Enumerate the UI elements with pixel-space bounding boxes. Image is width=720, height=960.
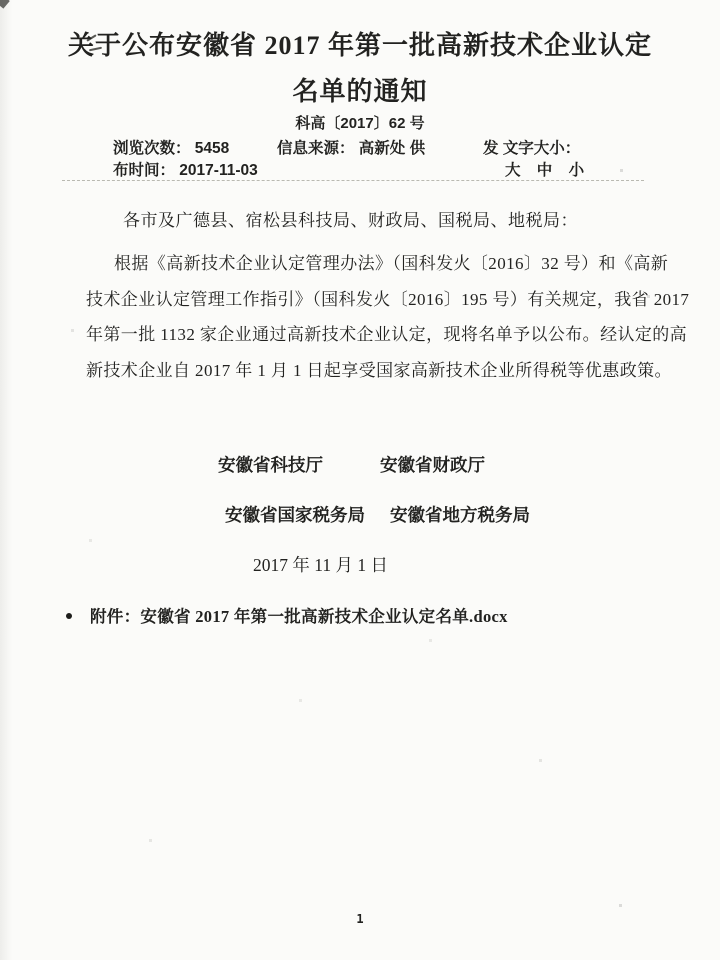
salutation-line: 各市及广德县、宿松县科技局、财政局、国税局、地税局：: [123, 211, 578, 230]
page-number: 1: [356, 912, 364, 926]
document-number: 科高〔2017〕62 号: [295, 115, 425, 132]
paragraph-line: 年第一批 1132 家企业通过高新技术企业认定，现将名单予以公布。经认定的高: [86, 325, 688, 344]
notice-title-line2: 名单的通知: [292, 77, 428, 106]
signature-date: 2017 年 11 月 1 日: [253, 555, 388, 575]
scan-noise-speckles: [0, 0, 1, 1]
scan-edge-shadow: [0, 0, 12, 960]
meta-font-size-options: 大 中 小: [505, 162, 591, 179]
meta-font-size-label: 发 文字大小：: [483, 140, 581, 157]
signature-national-tax-bureau: 安徽省国家税务局: [225, 505, 365, 525]
signature-local-tax-bureau: 安徽省地方税务局: [390, 505, 530, 525]
body-paragraph: [86, 246, 690, 388]
signature-science-dept: 安徽省科技厅: [218, 455, 323, 475]
dashed-divider: [62, 180, 644, 181]
signature-finance-dept: 安徽省财政厅: [380, 455, 485, 475]
meta-publish-time: 布时间： 2017-11-03: [113, 162, 258, 179]
attachment-item: 附件：安徽省 2017 年第一批高新技术企业认定名单.docx: [90, 607, 508, 626]
notice-title-line1: 关于公布安徽省 2017 年第一批高新技术企业认定: [67, 31, 652, 60]
paragraph-line: 新技术企业自 2017 年 1 月 1 日起享受国家高新技术企业所得税等优惠政策。: [86, 360, 672, 380]
paragraph-line: 根据《高新技术企业认定管理办法》（国科发火〔2016〕32 号）和《高新: [114, 254, 669, 273]
bullet-icon: [66, 613, 72, 619]
paragraph-line: 技术企业认定管理工作指引》（国科发火〔2016〕195 号）有关规定，我省 2017: [86, 289, 690, 309]
meta-info-source: 信息来源： 高新处 供: [277, 140, 426, 157]
meta-view-count: 浏览次数： 5458: [113, 140, 230, 157]
